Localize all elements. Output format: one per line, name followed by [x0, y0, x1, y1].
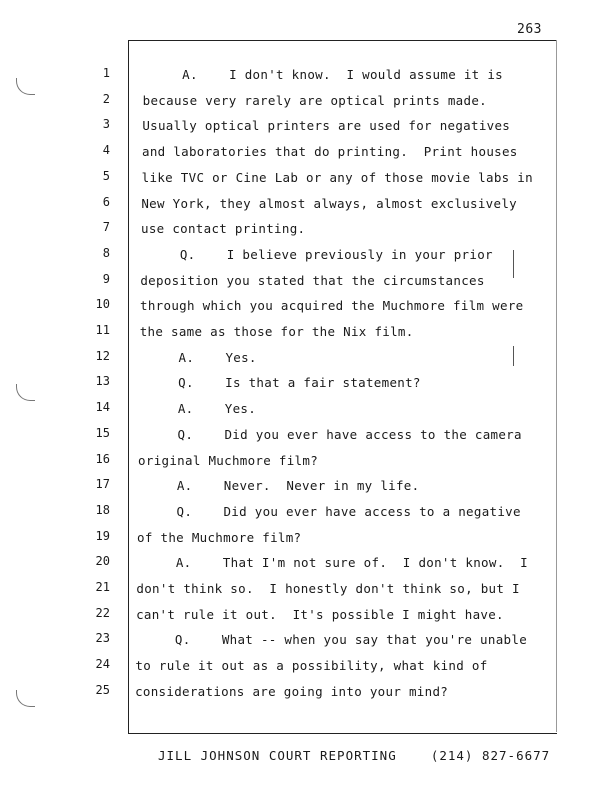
transcript-line: original Muchmore film? [138, 452, 319, 468]
transcript-line: Q. Did you ever have access to the camera [138, 426, 522, 442]
line-number: 9 [102, 271, 110, 286]
transcript-line: don't think so. I honestly don't think so, but I [136, 581, 520, 596]
line-number: 21 [95, 580, 110, 594]
margin-change-bar [513, 346, 514, 366]
line-number: 13 [95, 374, 110, 389]
line-number: 4 [102, 143, 110, 158]
line-number: 3 [102, 117, 110, 132]
transcript-line: through which you acquired the Muchmore film were [140, 298, 524, 314]
line-number: 18 [95, 502, 110, 517]
transcript-line: Q. Did you ever have access to a negative [137, 503, 521, 519]
transcript-line: A. Never. Never in my life. [137, 478, 420, 494]
transcript-line: Q. I believe previously in your prior [140, 246, 493, 262]
transcript-line: A. Yes. [139, 349, 257, 365]
line-number: 2 [102, 91, 110, 106]
transcript-line: of the Muchmore film? [137, 529, 302, 545]
transcript-line: the same as those for the Nix film. [139, 324, 414, 339]
transcript-line: Q. Is that a fair statement? [139, 375, 421, 391]
line-number: 16 [95, 451, 110, 466]
line-number: 12 [95, 348, 110, 363]
transcript-line: can't rule it out. It's possible I might have. [136, 606, 504, 622]
line-number: 14 [95, 400, 110, 415]
line-number: 25 [95, 682, 110, 697]
line-number: 22 [95, 605, 110, 620]
line-number: 11 [95, 323, 110, 337]
transcript-line: considerations are going into your mind? [135, 683, 449, 699]
line-number: 20 [95, 554, 110, 569]
punch-hole-mark [16, 690, 35, 707]
transcript-line: A. Yes. [138, 401, 257, 417]
transcript-line: A. I don't know. I would assume it is [143, 67, 503, 82]
transcript-line: deposition you stated that the circumstances [140, 272, 485, 288]
line-number: 19 [95, 528, 110, 543]
line-number: 24 [95, 657, 110, 672]
transcript-line: Usually optical printers are used for negatives [142, 118, 511, 134]
line-number: 8 [102, 245, 110, 260]
transcript-line: to rule it out as a possibility, what kind of [135, 658, 488, 674]
court-reporter-footer: JILL JOHNSON COURT REPORTING (214) 827-6677 [158, 748, 551, 763]
line-number: 23 [95, 631, 110, 646]
transcript-line: A. That I'm not sure of. I don't know. I [136, 555, 528, 571]
transcript-line: Q. What -- when you say that you're unable [135, 632, 528, 648]
transcript-line: and laboratories that do printing. Print houses [142, 144, 518, 160]
transcript-line: like TVC or Cine Lab or any of those movie labs in [141, 169, 533, 185]
punch-hole-mark [16, 384, 35, 401]
margin-change-bar [513, 250, 514, 278]
line-number: 7 [102, 220, 110, 235]
transcript-line: New York, they almost always, almost exclusively [141, 195, 517, 211]
line-number: 6 [102, 194, 110, 209]
transcript-line: because very rarely are optical prints made. [142, 92, 487, 108]
line-number: 15 [95, 425, 110, 440]
line-number: 5 [102, 168, 110, 183]
line-number: 10 [95, 297, 110, 312]
line-number: 17 [95, 477, 110, 492]
transcript-frame-right-edge [556, 40, 557, 732]
transcript-line: use contact printing. [141, 221, 306, 237]
page-number: 263 [517, 22, 542, 37]
line-number: 1 [102, 66, 110, 80]
punch-hole-mark [16, 78, 35, 95]
